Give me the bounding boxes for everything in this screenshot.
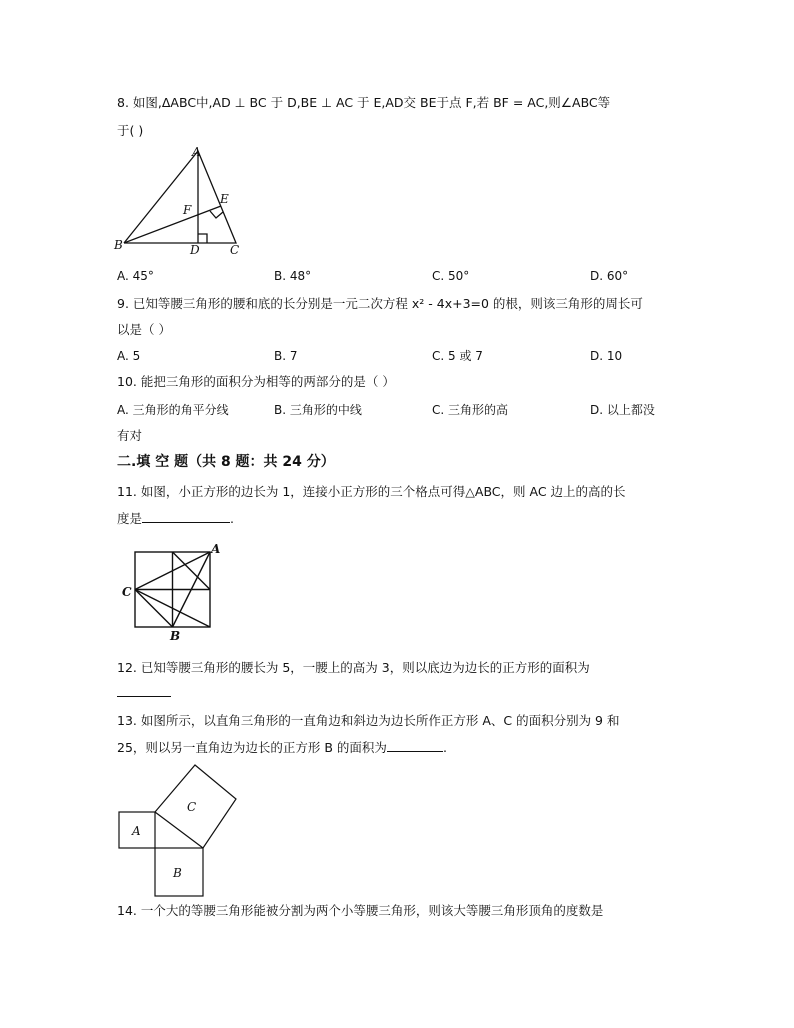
q12-stem-line1: 12. 已知等腰三角形的腰长为 5，一腰上的高为 3，则以底边为边长的正方形的面积为 bbox=[117, 660, 590, 675]
q10-option-a: A. 三角形的角平分线 bbox=[117, 403, 229, 417]
q8-label-C: C bbox=[230, 243, 240, 257]
q8-label-D: D bbox=[190, 243, 200, 257]
q8-option-a: A. 45° bbox=[117, 269, 154, 283]
q11-stem-line2 bbox=[117, 510, 234, 527]
q10-option-b: B. 三角形的中线 bbox=[274, 403, 362, 417]
q8-stem-line1: 8. 如图,ΔABC中,AD ⊥ BC 于 D,BE ⊥ AC 于 E,AD交 BE于点 F,若 BF = AC,则∠ABC等 bbox=[117, 95, 611, 110]
q9-stem-line1: 9. 已知等腰三角形的腰和底的长分别是一元二次方程 x² - 4x+3=0 的根，则该三角形的周长可 bbox=[117, 296, 643, 311]
q13-stem-line2 bbox=[117, 739, 447, 756]
q13-label-A: A bbox=[132, 824, 141, 838]
q8-option-c: C. 50° bbox=[432, 269, 470, 283]
q8-stem-line2: 于( ) bbox=[117, 123, 144, 138]
q9-option-c: C. 5 或 7 bbox=[432, 349, 483, 363]
q13-label-B: B bbox=[173, 866, 182, 880]
q8-label-E: E bbox=[220, 192, 229, 206]
q11-answer-blank bbox=[142, 510, 230, 523]
q10-option-d-continued: 有对 bbox=[117, 428, 143, 443]
q8-label-B: B bbox=[114, 238, 123, 252]
q8-label-F: F bbox=[183, 203, 192, 217]
q8-label-A: A bbox=[192, 145, 201, 159]
q13-squares-figure bbox=[118, 764, 242, 896]
q9-stem-line2: 以是（ ） bbox=[117, 322, 171, 337]
q9-option-a: A. 5 bbox=[117, 349, 141, 363]
q11-suffix: . bbox=[230, 511, 234, 526]
q11-label-A: A bbox=[211, 542, 221, 556]
q10-option-c: C. 三角形的高 bbox=[432, 403, 509, 417]
q10-option-d: D. 以上都没 bbox=[590, 403, 655, 417]
q10-stem-line1: 10. 能把三角形的面积分为相等的两部分的是（ ） bbox=[117, 374, 395, 389]
q11-grid-figure bbox=[118, 542, 228, 642]
q11-label-C: C bbox=[122, 585, 132, 599]
q8-option-d: D. 60° bbox=[590, 269, 629, 283]
q11-stem-line1: 11. 如图，小正方形的边长为 1，连接小正方形的三个格点可得△ABC，则 AC 边上的高的长 bbox=[117, 484, 626, 499]
q13-prefix: 25，则以另一直角边为边长的正方形 B 的面积为 bbox=[117, 740, 387, 755]
q13-suffix: . bbox=[442, 740, 447, 755]
q9-option-d: D. 10 bbox=[590, 349, 623, 363]
q13-stem-line1: 13. 如图所示，以直角三角形的一直角边和斜边为边长所作正方形 A、C 的面积分别为 9 和 bbox=[117, 713, 620, 728]
q9-option-b: B. 7 bbox=[274, 349, 298, 363]
q8-triangle-figure bbox=[110, 142, 250, 260]
q11-label-B: B bbox=[170, 629, 181, 643]
q11-prefix: 度是 bbox=[117, 511, 143, 526]
q12-answer-line bbox=[117, 684, 171, 701]
q14-stem-line1: 14. 一个大的等腰三角形能被分割为两个小等腰三角形，则该大等腰三角形顶角的度数是 bbox=[117, 903, 604, 918]
q12-answer-blank bbox=[117, 684, 171, 697]
q13-label-C: C bbox=[187, 800, 197, 814]
q8-option-b: B. 48° bbox=[274, 269, 312, 283]
q13-answer-blank bbox=[387, 739, 443, 752]
section-heading: 二.填 空 题（共 8 题：共 24 分） bbox=[117, 454, 335, 470]
